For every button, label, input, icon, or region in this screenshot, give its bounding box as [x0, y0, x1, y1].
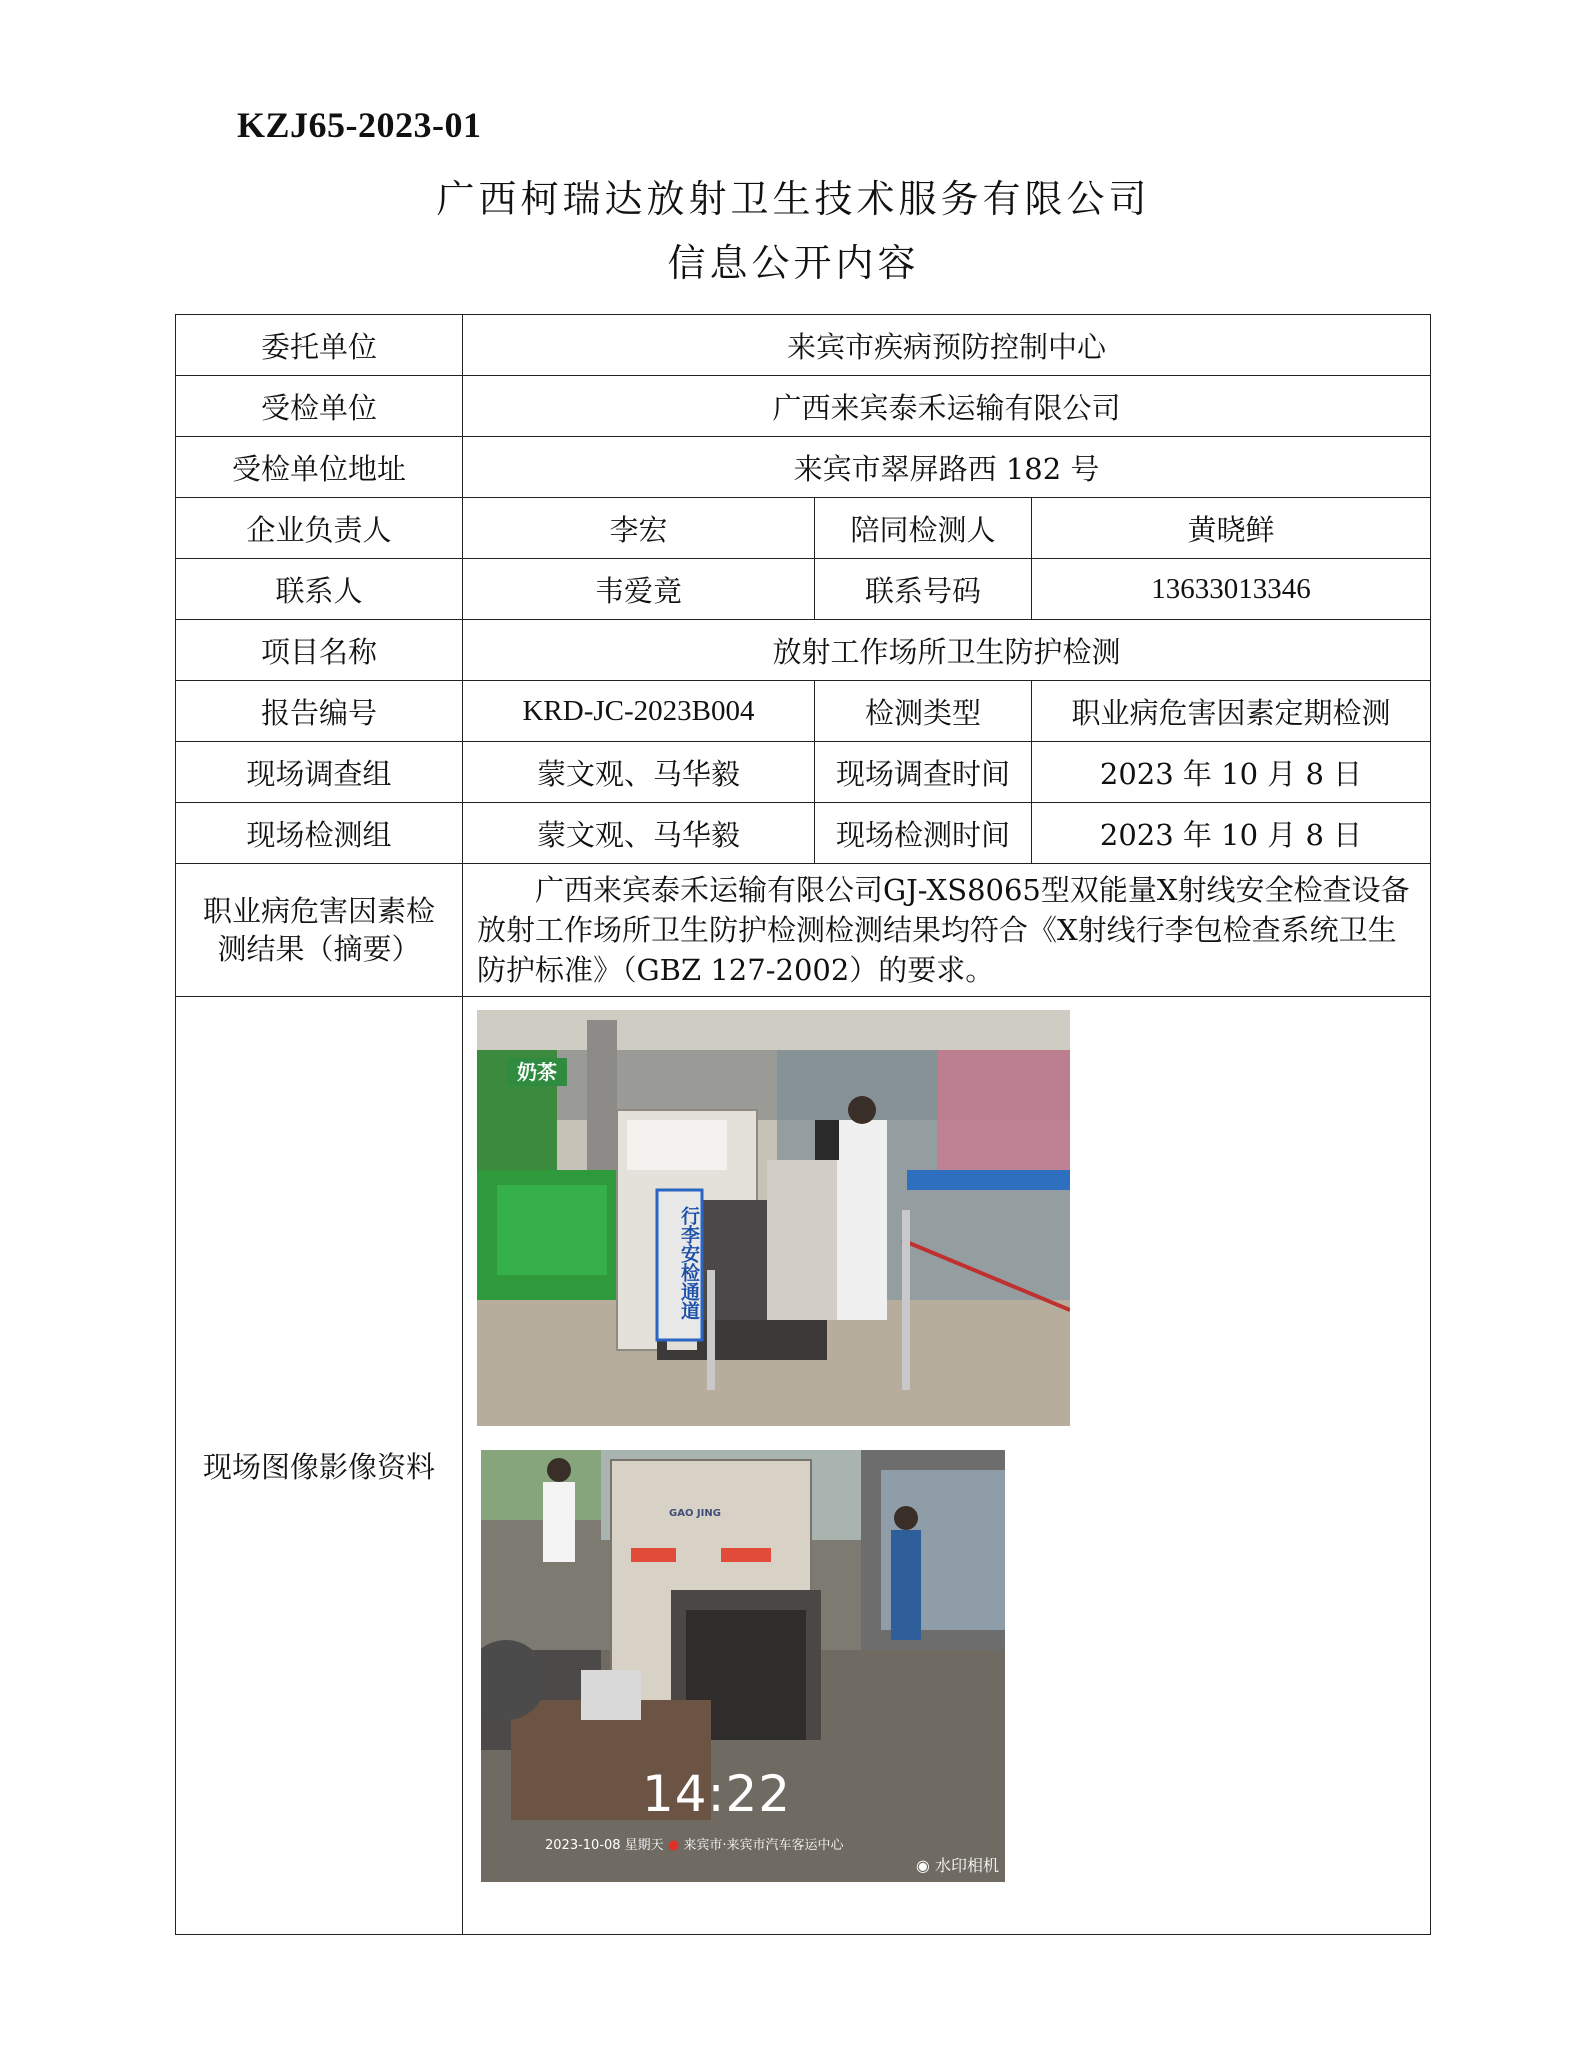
result-summary: [463, 864, 1431, 997]
brand-label: GAO JING: [669, 1508, 721, 1519]
site-photo-2: [481, 1450, 1005, 1882]
channel-sign: 行李安检通道: [678, 1206, 700, 1320]
address-label: 受检单位地址: [176, 437, 463, 498]
table-row: [176, 376, 1431, 437]
watermark-label: [916, 1853, 999, 1876]
result-text: 广西来宾泰禾运输有限公司GJ-XS8065型双能量X射线安全检查设备放射工作场所卫生防护检测检测结果均符合《X射线行李包检查系统卫生防护标准》（GBZ 127-2002）的要求。: [477, 873, 1410, 987]
photo-location: 来宾市·来宾市汽车客运中心: [683, 1838, 844, 1853]
client-value: 来宾市疾病预防控制中心: [463, 315, 1431, 376]
result-label-line-2: 测结果（摘要）: [217, 932, 421, 966]
phone-value: 13633013346: [1032, 559, 1431, 620]
type-value: 职业病危害因素定期检测: [1032, 681, 1431, 742]
survey-group-value: 蒙文观、马华毅: [463, 742, 815, 803]
result-label: [176, 864, 463, 997]
project-value: 放射工作场所卫生防护检测: [463, 620, 1431, 681]
table-row: [176, 681, 1431, 742]
photo-time: 14:22: [642, 1765, 792, 1823]
table-row: [176, 315, 1431, 376]
document-title: 信息公开内容: [667, 241, 920, 285]
inspected-value: 广西来宾泰禾运输有限公司: [463, 376, 1431, 437]
company-name: 广西柯瑞达放射卫生技术服务有限公司: [436, 177, 1151, 221]
survey-time-label: 现场调查时间: [815, 742, 1032, 803]
address-value: 来宾市翠屏路西 182 号: [463, 437, 1431, 498]
table-row: [176, 498, 1431, 559]
escort-label: 陪同检测人: [815, 498, 1032, 559]
contact-value: 韦爱竟: [463, 559, 815, 620]
test-group-label: 现场检测组: [176, 803, 463, 864]
images-label: 现场图像影像资料: [176, 997, 463, 1935]
site-photo-1: [477, 1010, 1070, 1426]
report-label: 报告编号: [176, 681, 463, 742]
contact-label: 联系人: [176, 559, 463, 620]
table-row: [176, 620, 1431, 681]
location-pin-icon: ●: [667, 1838, 680, 1853]
leader-label: 企业负责人: [176, 498, 463, 559]
escort-value: 黄晓鲜: [1032, 498, 1431, 559]
document-number: KZJ65-2023-01: [237, 105, 482, 145]
project-label: 项目名称: [176, 620, 463, 681]
table-row: [176, 742, 1431, 803]
table-row: [176, 559, 1431, 620]
photo-stamp: [545, 1834, 843, 1853]
camera-icon: ◉: [915, 1856, 930, 1875]
table-row: [176, 803, 1431, 864]
survey-time-value: 2023 年 10 月 8 日: [1032, 742, 1431, 803]
leader-value: 李宏: [463, 498, 815, 559]
photo-date: 2023-10-08 星期天: [545, 1838, 664, 1853]
result-label-line-1: 职业病危害因素检: [202, 894, 435, 928]
table-row: [176, 864, 1431, 997]
test-time-value: 2023 年 10 月 8 日: [1032, 803, 1431, 864]
milk-tea-sign: 奶茶: [507, 1058, 567, 1086]
watermark-text: 水印相机: [934, 1856, 999, 1875]
test-group-value: 蒙文观、马华毅: [463, 803, 815, 864]
table-row: [176, 437, 1431, 498]
test-time-label: 现场检测时间: [815, 803, 1032, 864]
phone-label: 联系号码: [815, 559, 1032, 620]
survey-group-label: 现场调查组: [176, 742, 463, 803]
client-label: 委托单位: [176, 315, 463, 376]
report-value: KRD-JC-2023B004: [463, 681, 815, 742]
type-label: 检测类型: [815, 681, 1032, 742]
inspected-label: 受检单位: [176, 376, 463, 437]
